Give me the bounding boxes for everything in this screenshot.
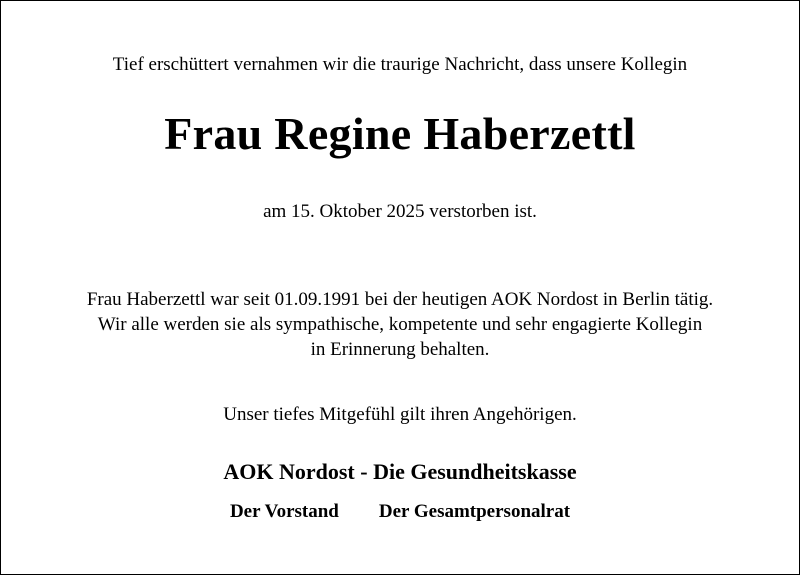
signatory-board: Der Vorstand bbox=[229, 501, 339, 522]
organization-name: AOK Nordost - Die Gesundheitskasse bbox=[223, 459, 577, 484]
death-date-text: am 15. Oktober 2025 verstorben ist. bbox=[263, 201, 537, 222]
tribute-paragraph bbox=[1, 287, 799, 362]
tribute-line: Wir alle werden sie als sympathische, kompetente und sehr engagierte Kollegin bbox=[97, 314, 703, 335]
tribute-line: Frau Haberzettl war seit 01.09.1991 bei der heutigen AOK Nordost in Berlin tätig. bbox=[86, 289, 714, 310]
condolence-text: Unser tiefes Mitgefühl gilt ihren Angehörigen. bbox=[223, 404, 577, 425]
deceased-name: Frau Regine Haberzettl bbox=[164, 108, 636, 159]
intro-text: Tief erschüttert vernahmen wir die traurige Nachricht, dass unsere Kollegin bbox=[112, 54, 688, 75]
signatories bbox=[1, 501, 799, 523]
signatory-staff-council: Der Gesamtpersonalrat bbox=[378, 501, 571, 522]
tribute-line: in Erinnerung behalten. bbox=[310, 339, 490, 360]
